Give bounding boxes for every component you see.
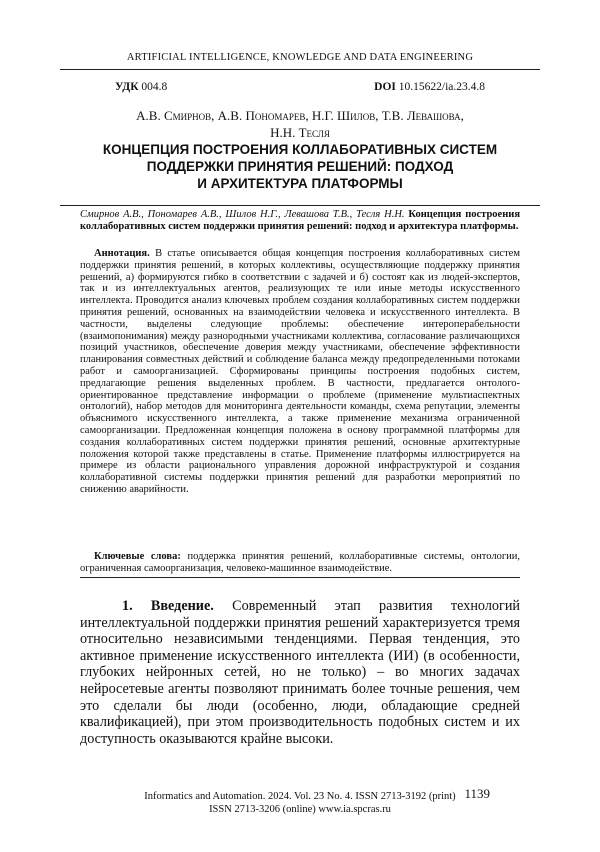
title-line-2: ПОДДЕРЖКИ ПРИНЯТИЯ РЕШЕНИЙ: ПОДХОД bbox=[146, 159, 454, 174]
doi-value: 10.15622/ia.23.4.8 bbox=[398, 81, 485, 93]
intro-heading: 1. Введение. bbox=[122, 598, 214, 614]
abstract-text: В статье описывается общая концепция построения коллаборативных систем поддержки принятия решений, в которых коллективы, осуществляющие поддержку принятия решений, а) формируются гибко в соответствии с задачей и б) состоят как из людей-экспертов, так и из интеллектуальных агентов, реализующих те или иные методы искусственного интеллекта. Проводится анализ ключевых проблем создания коллаборативных систем поддержки принятия решений, основанных на взаимодействии человека и искусственного интеллекта. В частности, выделены следующие проблемы: обеспечение интероперабельности (взаимопонимания) между разнородными участниками коллектива, согласование различающихся позиций участников, обеспечение доверия между участниками, обеспечение эффективности планирования совместных действий и соблюдение баланса между предопределенными потоками работ и самоорганизацией. Сформированы принципы построения подобных систем, предлагающие решения выделенных проблем. В частности, предлагается онтолого-ориентированное представление информации о проблеме (применение мультиаспектных онтологий), набор методов для мониторинга деятельности команды, схема репутации, элементы объяснимого искусственного интеллекта, а также применение механизма ограниченной самоорганизации. Предложенная концепция положена в основу программной платформы для создания коллаборативных систем поддержки принятия решений, основные архитектурные положения которой также представлены в статье. Применение платформы иллюстрируется на примере из области рационального управления дорожной инфраструктурой и создания коллаборативной системы поддержки принятия решений для разработки мероприятий по снижению аварийности. bbox=[80, 248, 520, 495]
keywords bbox=[80, 551, 520, 575]
keywords-label: Ключевые слова: bbox=[94, 551, 181, 562]
udk-value: 004.8 bbox=[141, 81, 168, 93]
udk bbox=[115, 81, 167, 93]
citation-authors: Смирнов А.В., Пономарев А.В., Шилов Н.Г., Левашова Т.В., Тесля Н.Н. bbox=[80, 209, 405, 220]
keywords-text: поддержка принятия решений, коллаборативные системы, онтологии, ограниченная самоорганизация, человеко-машинное взаимодействие. bbox=[80, 551, 521, 574]
title-line-3: И АРХИТЕКТУРА ПЛАТФОРМЫ bbox=[197, 176, 403, 191]
citation-title: Концепция построения коллаборативных систем поддержки принятия решений: подход и архитектура платформы. bbox=[80, 209, 520, 232]
abstract-top-rule bbox=[60, 205, 540, 206]
doi bbox=[374, 81, 485, 93]
abstract-bottom-rule bbox=[80, 577, 520, 578]
abstract bbox=[80, 248, 520, 496]
introduction bbox=[80, 598, 520, 747]
page-number: 1139 bbox=[464, 786, 490, 801]
authors-line-1: А.В. Смирнов, А.В. Пономарев, Н.Г. Шилов, Т.В. Левашова, bbox=[136, 108, 464, 123]
footer bbox=[60, 786, 540, 816]
footer-line-2: ISSN 2713-3206 (online) www.ia.spcras.ru bbox=[209, 804, 391, 815]
intro-text: Современный этап развития технологий интеллектуальной поддержки принятия решений характеризуется тремя относительно независимыми тенденциями. Первая тенденция, это активное применение искусственного интеллекта (ИИ) (в особенности, глубоких нейронных сетей, но не только) – во многих задачах нейросетевые агенты позволяют принимать более точные решения, чем это сделали бы люди (особенно, люди, обладающие средней квалификацией), при этом производительность подобных систем и их доступность оказываются крайне высоки. bbox=[80, 598, 521, 747]
authors-line-2: Н.Н. Тесля bbox=[270, 125, 330, 140]
footer-line-1: Informatics and Automation. 2024. Vol. 23 No. 4. ISSN 2713-3192 (print) bbox=[144, 791, 456, 802]
title-line-1: КОНЦЕПЦИЯ ПОСТРОЕНИЯ КОЛЛАБОРАТИВНЫХ СИСТЕМ bbox=[102, 142, 498, 157]
abstract-label: Аннотация. bbox=[94, 248, 150, 259]
journal-header: ARTIFICIAL INTELLIGENCE, KNOWLEDGE AND DATA ENGINEERING bbox=[126, 52, 474, 63]
authors bbox=[70, 107, 530, 141]
citation bbox=[80, 209, 520, 233]
header-rule bbox=[60, 69, 540, 70]
doi-label: DOI bbox=[374, 81, 396, 93]
udk-label: УДК bbox=[115, 81, 139, 93]
paper-title bbox=[70, 141, 530, 192]
